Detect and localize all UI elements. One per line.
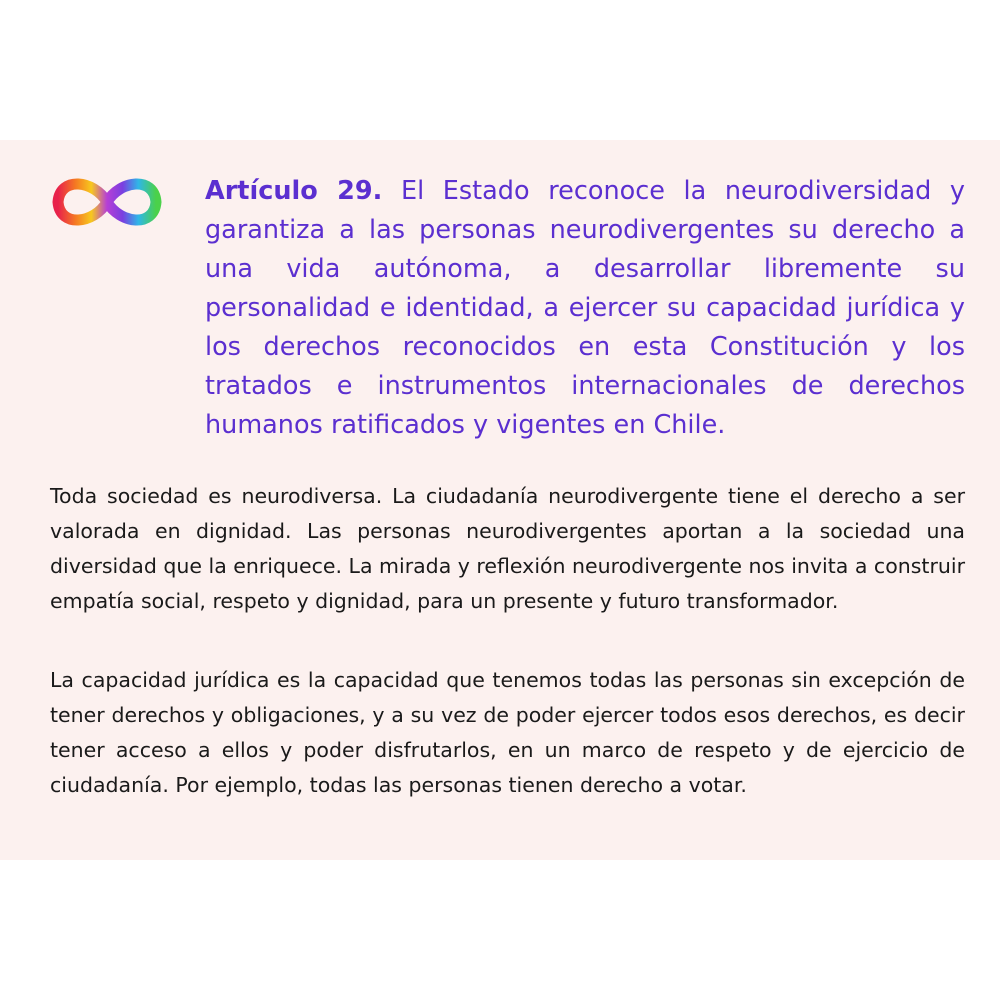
paragraph-legal-capacity: La capacidad jurídica es la capacidad que tenemos todas las personas sin excepción de tener derechos y obligaciones, y a su vez de poder ejercer todos esos derechos, es decir tener acceso a ellos y poder disfrutarlos, en un marco de respeto y de ejercicio de ciudadanía. Por ejemplo, todas las personas tienen derecho a votar. (50, 668, 965, 797)
article-heading: Artículo 29. (205, 176, 383, 206)
article-body: El Estado reconoce la neurodiversidad y garantiza a las personas neurodivergentes su derecho a una vida autónoma, a desarrollar libremente su personalidad e identidad, a ejercer su capacidad jurídica y los derechos reconocidos en esta Constitución y los tratados e instrumentos internacionales de derechos humanos ratificados y vigentes en Chile. (205, 176, 966, 440)
article-29-text (205, 172, 965, 445)
paragraph-neurodiversity: Toda sociedad es neurodiversa. La ciudadanía neurodivergente tiene el derecho a ser valorada en dignidad. Las personas neurodivergentes aportan a la sociedad una diversidad que la enriquece. La mirada y reflexión neurodivergente nos invita a construir empatía social, respeto y dignidad, para un presente y futuro transformador. (50, 484, 965, 613)
rainbow-infinity-icon (46, 170, 168, 234)
